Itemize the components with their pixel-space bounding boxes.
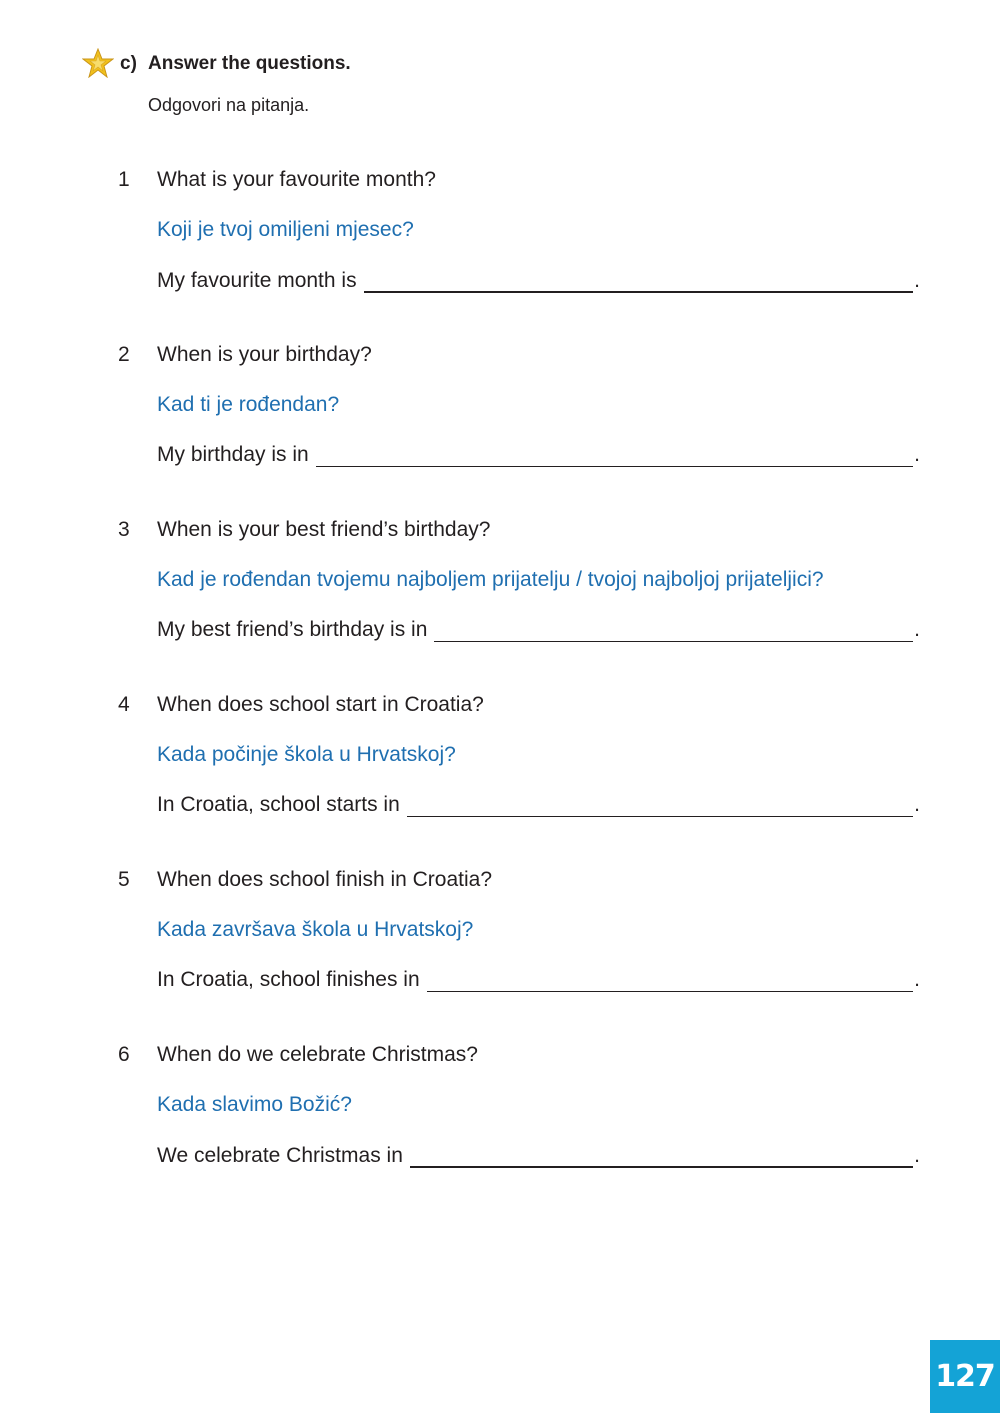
question-croatian: Kada počinje škola u Hrvatskoj? xyxy=(157,743,456,766)
question-item xyxy=(118,164,928,339)
question-english: When is your birthday? xyxy=(157,343,372,366)
question-english: When does school finish in Croatia? xyxy=(157,868,493,891)
question-number: 3 xyxy=(118,518,130,541)
question-croatian: Kada slavimo Božić? xyxy=(157,1093,352,1116)
answer-period: . xyxy=(914,269,920,292)
question-item xyxy=(118,689,928,864)
answer-input[interactable] xyxy=(364,267,914,293)
answer-prefix: We celebrate Christmas in xyxy=(157,1144,403,1167)
answer-period: . xyxy=(914,1144,920,1167)
question-number: 1 xyxy=(118,168,130,191)
answer-prefix: My birthday is in xyxy=(157,443,309,466)
answer-row xyxy=(157,792,920,817)
answer-period: . xyxy=(914,793,920,816)
question-number: 6 xyxy=(118,1043,130,1066)
answer-prefix: My favourite month is xyxy=(157,269,357,292)
question-item xyxy=(118,514,928,689)
question-english: When is your best friend’s birthday? xyxy=(157,518,491,541)
question-croatian: Kad je rođendan tvojemu najboljem prijatelju / tvojoj najboljoj prijateljici? xyxy=(157,568,824,591)
answer-period: . xyxy=(914,968,920,991)
answer-input[interactable] xyxy=(427,967,914,992)
question-croatian: Kad ti je rođendan? xyxy=(157,393,340,416)
answer-period: . xyxy=(914,618,920,641)
question-croatian: Kada završava škola u Hrvatskoj? xyxy=(157,918,474,941)
answer-row xyxy=(157,1142,920,1168)
answer-row xyxy=(157,967,920,992)
task-label: c) xyxy=(120,53,138,74)
question-item xyxy=(118,1039,928,1214)
task-subtitle: Odgovori na pitanja. xyxy=(148,95,310,115)
question-item xyxy=(118,864,928,1039)
question-number: 5 xyxy=(118,868,130,891)
answer-row xyxy=(157,267,920,293)
question-list xyxy=(118,164,928,1214)
star-icon xyxy=(82,48,114,78)
page-number-badge xyxy=(930,1340,1000,1413)
answer-period: . xyxy=(914,443,920,466)
question-english: When do we celebrate Christmas? xyxy=(157,1043,478,1066)
answer-input[interactable] xyxy=(407,792,913,817)
question-number: 4 xyxy=(118,693,130,716)
question-english: What is your favourite month? xyxy=(157,168,436,191)
question-croatian: Koji je tvoj omiljeni mjesec? xyxy=(157,218,414,241)
question-number: 2 xyxy=(118,343,130,366)
answer-row xyxy=(157,442,920,467)
answer-input[interactable] xyxy=(410,1142,913,1168)
answer-row xyxy=(157,617,920,642)
question-item xyxy=(118,339,928,514)
page-number: 127 xyxy=(935,1359,995,1394)
answer-input[interactable] xyxy=(316,442,913,467)
answer-prefix: My best friend’s birthday is in xyxy=(157,618,428,641)
answer-input[interactable] xyxy=(434,617,913,642)
question-english: When does school start in Croatia? xyxy=(157,693,484,716)
answer-prefix: In Croatia, school starts in xyxy=(157,793,400,816)
answer-prefix: In Croatia, school finishes in xyxy=(157,968,420,991)
task-title: Answer the questions. xyxy=(148,53,351,74)
